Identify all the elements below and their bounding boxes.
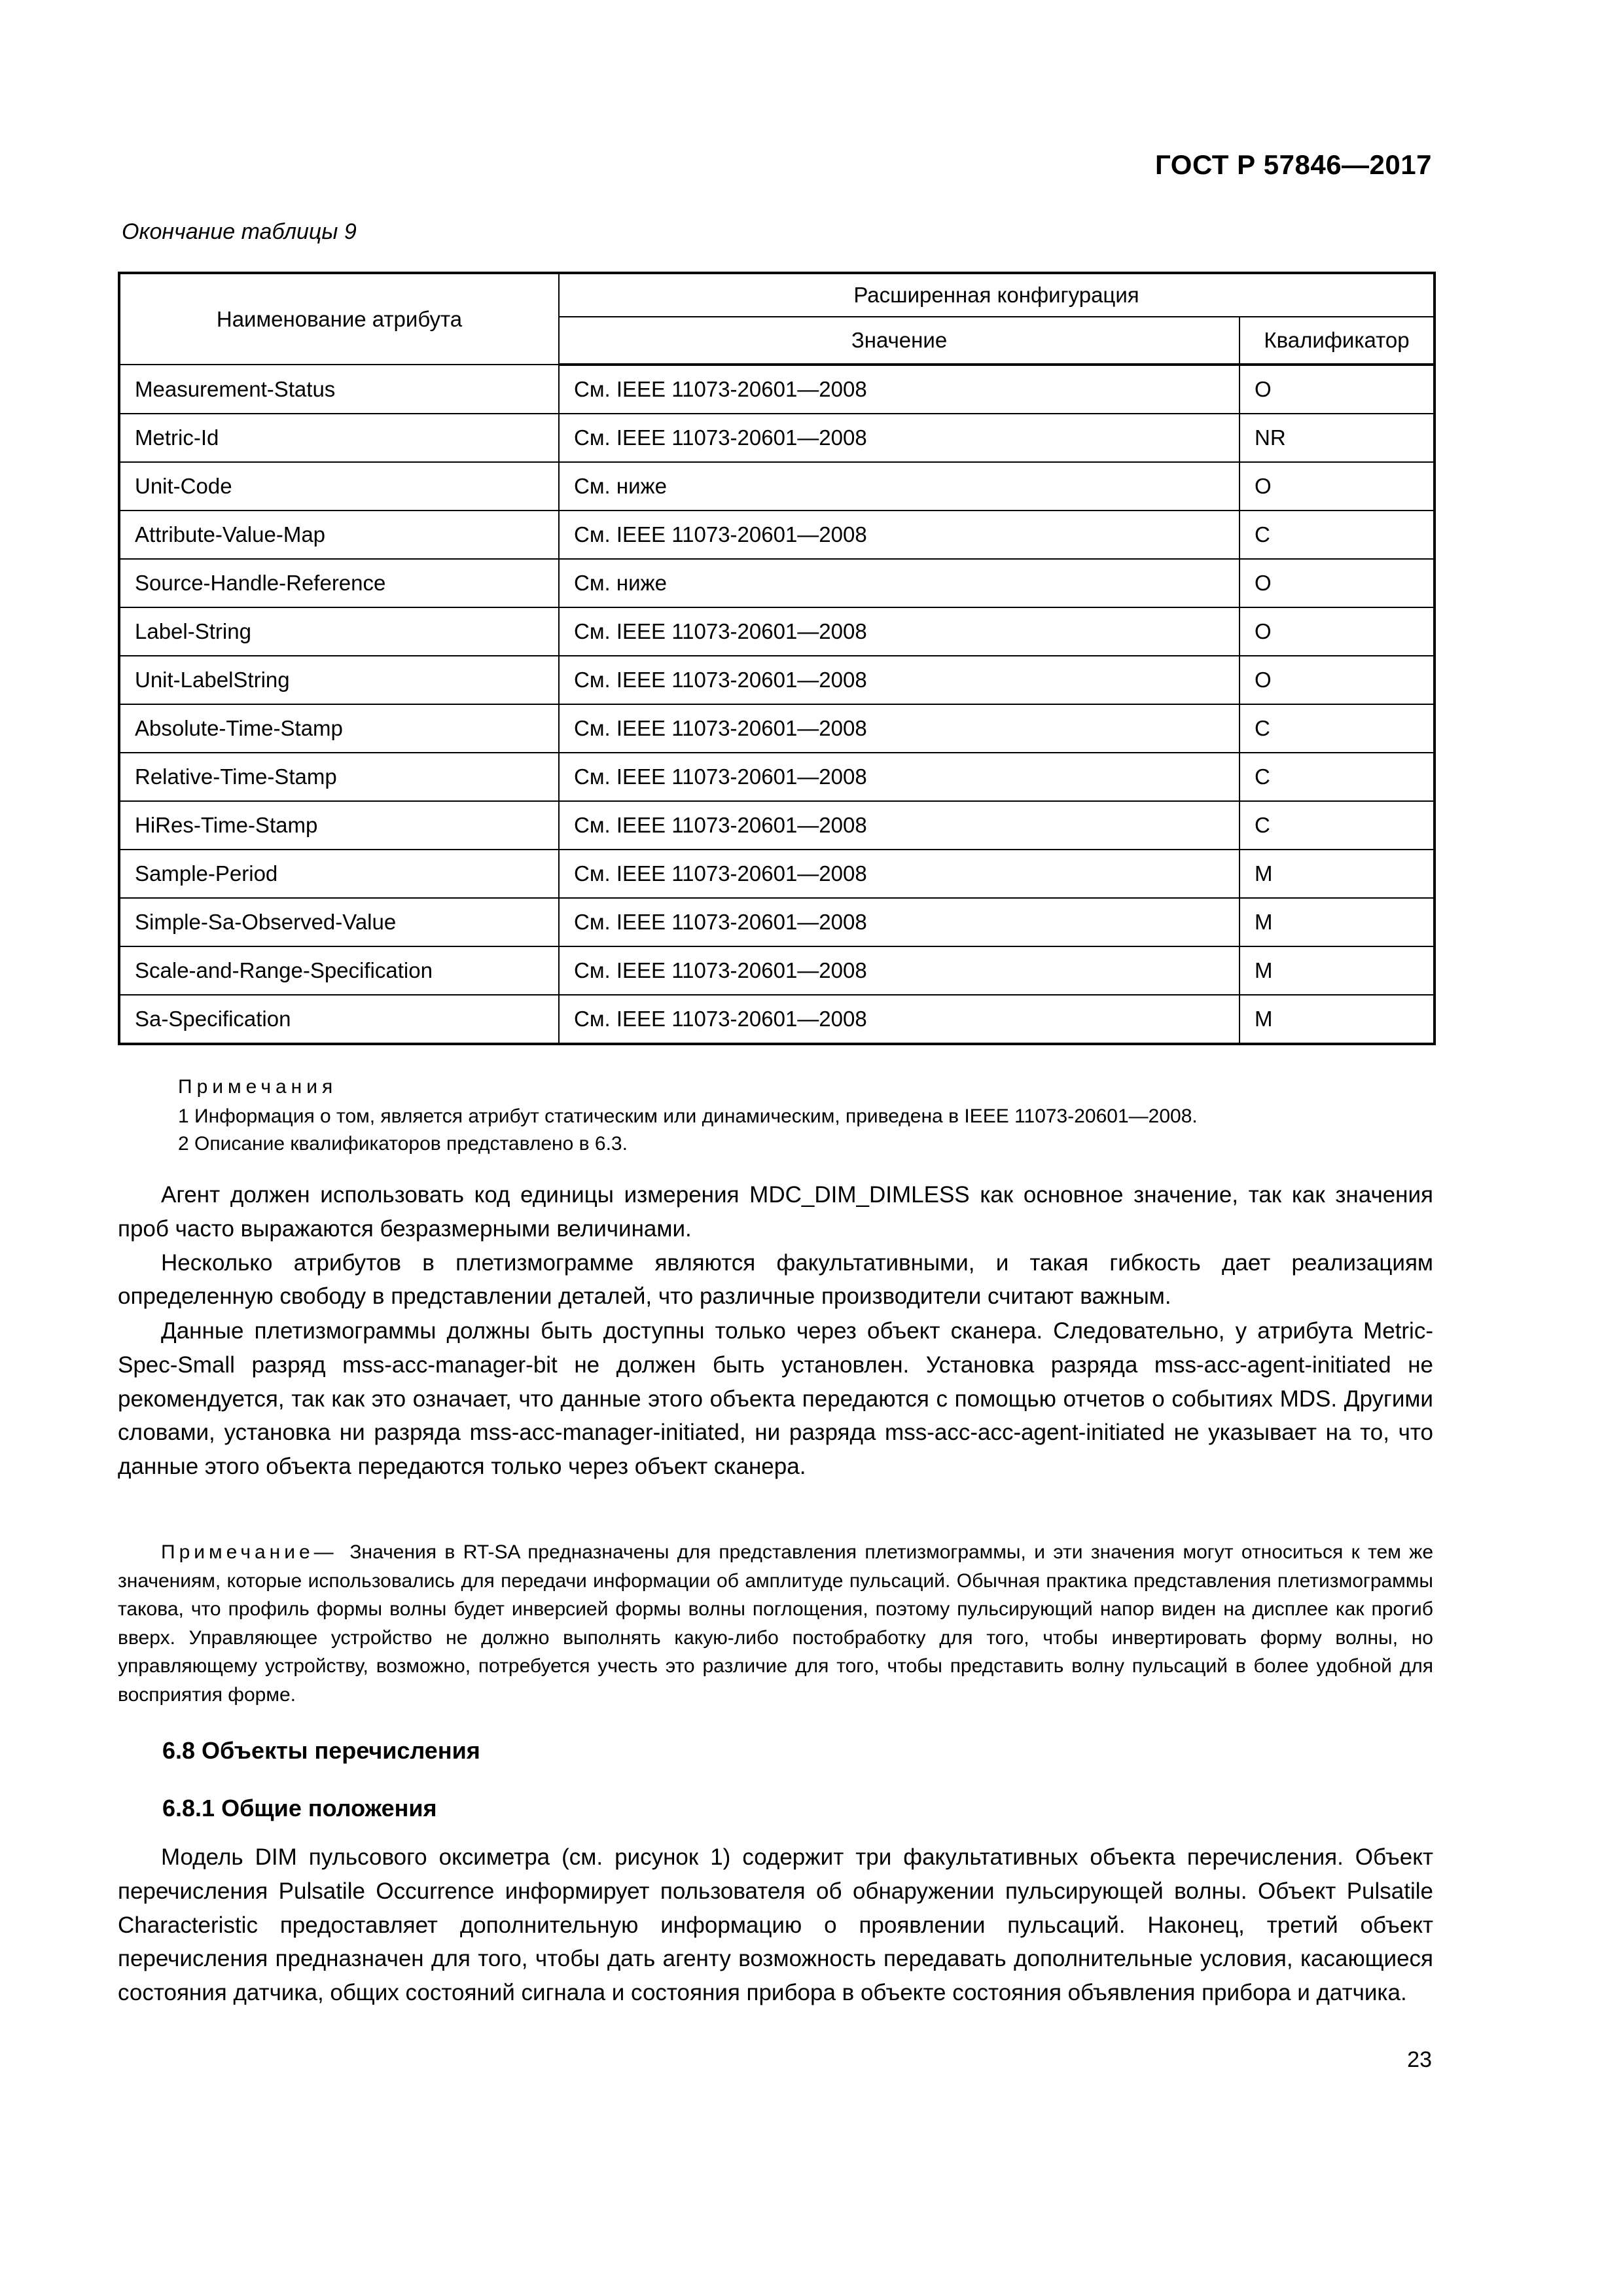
paragraph-agent-unit-code: Агент должен использовать код единицы измерения MDC_DIM_DIMLESS как основное значение, так как значения проб часто выражаются безразмерными величинами. <box>118 1182 1433 1242</box>
cell-value: См. IEEE 11073-20601—2008 <box>559 704 1240 753</box>
section-heading-6-8: 6.8 Объекты перечисления <box>162 1737 480 1764</box>
notes-title: Примечания <box>178 1076 338 1098</box>
paragraph-scanner-object: Данные плетизмограммы должны быть доступны только через объект сканера. Следовательно, у атрибута Metric-Spec-Small разряд mss-acc-manager-bit не должен быть установлен. Установка разряда mss-acc-agent-initiated не рекомендуется, так как это означает, что данные этого объекта передаются с помощью отчетов о событиях MDS. Другими словами, установка ни разряда mss-acc-manager-initiated, ни разряда mss-acc-acc-agent-initiated не указывает на то, что данные этого объекта передаются только через объект сканера. <box>118 1318 1433 1480</box>
note-text: Значения в RT-SA предназначены для представления плетизмограммы, и эти значения могут относиться к тем же значениям, которые использовались для передачи информации об амплитуде пульсаций. Обычная практика представления плетизмограммы такова, что профиль формы волны будет инверсией формы волны поглощения, поэтому пульсирующий напор виден на дисплее как прогиб вверх. Управляющее устройство не должно выполнять какую-либо постобработку для того, чтобы инвертировать форму волны, но управляющему устройству, возможно, потребуется учесть это различие для того, чтобы представить волну пульсаций в более удобной для восприятия форме. <box>118 1541 1433 1706</box>
cell-qualifier: O <box>1240 462 1435 511</box>
table-row <box>119 607 1435 656</box>
note-item-2: 2 Описание квалификаторов представлено в 6.3. <box>178 1132 628 1155</box>
table-row <box>119 656 1435 704</box>
cell-value: См. IEEE 11073-20601—2008 <box>559 801 1240 850</box>
cell-qualifier: M <box>1240 898 1435 946</box>
table-row <box>119 559 1435 607</box>
cell-qualifier: NR <box>1240 414 1435 462</box>
column-header-extended-configuration: Расширенная конфигурация <box>559 273 1435 317</box>
table-row <box>119 995 1435 1044</box>
cell-qualifier: C <box>1240 801 1435 850</box>
note-rt-sa-paragraph <box>118 1538 1433 1709</box>
table-row <box>119 898 1435 946</box>
note-dash: — <box>313 1541 334 1563</box>
cell-attribute-name: Label-String <box>119 607 559 656</box>
section-heading-6-8-1: 6.8.1 Общие положения <box>162 1795 437 1821</box>
column-header-attribute-name: Наименование атрибута <box>119 273 559 365</box>
cell-value: См. IEEE 11073-20601—2008 <box>559 850 1240 898</box>
table-row <box>119 365 1435 414</box>
table-row <box>119 753 1435 801</box>
cell-value: См. IEEE 11073-20601—2008 <box>559 365 1240 414</box>
cell-value: См. IEEE 11073-20601—2008 <box>559 607 1240 656</box>
table-row <box>119 511 1435 559</box>
cell-value: См. IEEE 11073-20601—2008 <box>559 656 1240 704</box>
cell-qualifier: M <box>1240 946 1435 995</box>
cell-attribute-name: Simple-Sa-Observed-Value <box>119 898 559 946</box>
cell-attribute-name: Unit-Code <box>119 462 559 511</box>
cell-value: См. IEEE 11073-20601—2008 <box>559 995 1240 1044</box>
cell-attribute-name: Relative-Time-Stamp <box>119 753 559 801</box>
table-caption: Окончание таблицы 9 <box>122 219 357 244</box>
attributes-table <box>118 272 1436 1045</box>
cell-value: См. IEEE 11073-20601—2008 <box>559 946 1240 995</box>
note-label: Примечание <box>161 1541 314 1563</box>
cell-value: См. IEEE 11073-20601—2008 <box>559 414 1240 462</box>
cell-qualifier: O <box>1240 559 1435 607</box>
cell-attribute-name: Absolute-Time-Stamp <box>119 704 559 753</box>
table-row <box>119 946 1435 995</box>
cell-attribute-name: Sample-Period <box>119 850 559 898</box>
body-paragraphs-group-3 <box>118 1840 1433 2010</box>
cell-qualifier: O <box>1240 607 1435 656</box>
note-rt-sa <box>118 1538 1433 1709</box>
cell-value: См. IEEE 11073-20601—2008 <box>559 753 1240 801</box>
cell-attribute-name: Unit-LabelString <box>119 656 559 704</box>
table-row <box>119 801 1435 850</box>
cell-value: См. IEEE 11073-20601—2008 <box>559 511 1240 559</box>
cell-attribute-name: Measurement-Status <box>119 365 559 414</box>
body-paragraphs-group-2 <box>118 1314 1433 1484</box>
cell-value: См. IEEE 11073-20601—2008 <box>559 898 1240 946</box>
cell-attribute-name: Scale-and-Range-Specification <box>119 946 559 995</box>
cell-qualifier: C <box>1240 704 1435 753</box>
page-number: 23 <box>1407 2047 1432 2072</box>
column-header-value: Значение <box>559 317 1240 365</box>
note-item-1: 1 Информация о том, является атрибут статическим или динамическим, приведена в IEEE 11073-20601—2008. <box>178 1105 1198 1128</box>
cell-value: См. ниже <box>559 462 1240 511</box>
cell-attribute-name: Metric-Id <box>119 414 559 462</box>
body-paragraphs-group-1 <box>118 1178 1433 1314</box>
table-row <box>119 850 1435 898</box>
table-row <box>119 414 1435 462</box>
cell-qualifier: M <box>1240 850 1435 898</box>
cell-attribute-name: Attribute-Value-Map <box>119 511 559 559</box>
cell-attribute-name: Source-Handle-Reference <box>119 559 559 607</box>
cell-qualifier: C <box>1240 511 1435 559</box>
cell-attribute-name: Sa-Specification <box>119 995 559 1044</box>
cell-attribute-name: HiRes-Time-Stamp <box>119 801 559 850</box>
table-row <box>119 704 1435 753</box>
table-header <box>119 273 1435 365</box>
standard-header: ГОСТ Р 57846—2017 <box>1155 149 1432 180</box>
cell-qualifier: O <box>1240 365 1435 414</box>
cell-value: См. ниже <box>559 559 1240 607</box>
table-body <box>119 365 1435 1044</box>
column-header-qualifier: Квалификатор <box>1240 317 1435 365</box>
cell-qualifier: C <box>1240 753 1435 801</box>
cell-qualifier: M <box>1240 995 1435 1044</box>
table-row <box>119 462 1435 511</box>
paragraph-optional-attributes: Несколько атрибутов в плетизмограмме являются факультативными, и такая гибкость дает реализациям определенную свободу в представлении деталей, что различные производители считают важным. <box>118 1249 1433 1310</box>
paragraph-dim-model: Модель DIM пульсового оксиметра (см. рисунок 1) содержит три факультативных объекта перечисления. Объект перечисления Pulsatile Occurrence информирует пользователя об обнаружении пульсирующей волны. Объект Pulsatile Characteristic предоставляет дополнительную информацию о проявлении пульсаций. Наконец, третий объект перечисления предназначен для того, чтобы дать агенту возможность передавать дополнительные условия, касающиеся состояния датчика, общих состояний сигнала и состояния прибора в объекте состояния объявления прибора и датчика. <box>118 1844 1433 2006</box>
table-notes <box>178 1073 1435 1157</box>
cell-qualifier: O <box>1240 656 1435 704</box>
